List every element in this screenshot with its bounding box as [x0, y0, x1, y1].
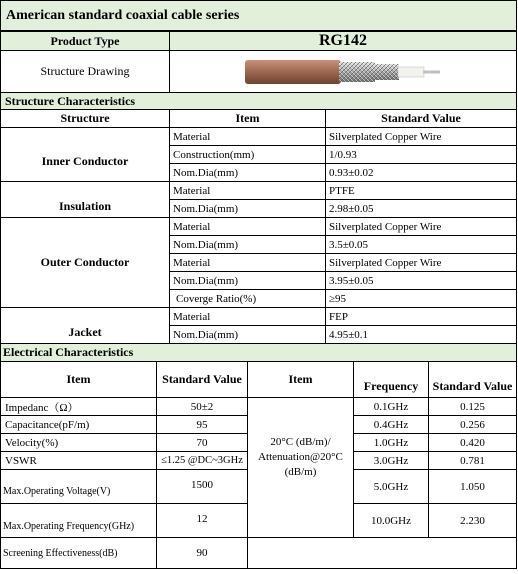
frequency-cell: 5.0GHz [353, 469, 429, 504]
outer-diameter-item: Nom.Dia(mm) [169, 235, 326, 254]
outer-conductor-label: Outer Conductor [0, 217, 170, 308]
jacket-diameter-item: Nom.Dia(mm) [169, 325, 326, 344]
screening-item: Screening Effectiveness(dB) [0, 537, 157, 569]
outer-material-2-value: Silverplated Copper Wire [325, 253, 517, 272]
attenuation-label-line3: (dB/m) [284, 466, 317, 478]
insulation-label: Insulation [0, 181, 170, 218]
max-voltage-item: Max.Operating Voltage(V) [0, 469, 157, 504]
attenuation-cell: 1.050 [428, 469, 517, 504]
inner-material-value: Silverplated Copper Wire [325, 127, 517, 146]
coverage-ratio-item: Coverge Ratio(%) [169, 289, 326, 308]
velocity-item: Velocity(%) [0, 433, 157, 452]
structure-drawing-label: Structure Drawing [0, 50, 170, 93]
max-voltage-value: 1500 [156, 469, 248, 504]
outer-material-value: Silverplated Copper Wire [325, 217, 517, 236]
page-title: American standard coaxial cable series [0, 0, 517, 31]
inner-diameter-item: Nom.Dia(mm) [169, 163, 326, 182]
vswr-item: VSWR [0, 451, 157, 470]
structure-column-header: Structure [0, 109, 170, 128]
attenuation-cell: 2.230 [428, 503, 517, 538]
empty-cell [247, 537, 517, 569]
impedance-value: 50±2 [156, 397, 248, 416]
capacitance-value: 95 [156, 415, 248, 434]
screening-value: 90 [156, 537, 248, 569]
attenuation-label-line2: Attenuation@20°C [258, 451, 343, 463]
attenuation-value-header: Standard Value [428, 361, 517, 398]
frequency-cell: 10.0GHz [353, 503, 429, 538]
electrical-section-title: Electrical Characteristics [0, 343, 517, 362]
cable-illustration-icon [243, 55, 443, 89]
frequency-cell: 1.0GHz [353, 433, 429, 452]
insulation-diameter-item: Nom.Dia(mm) [169, 199, 326, 218]
frequency-cell: 0.4GHz [353, 415, 429, 434]
attenuation-label [247, 397, 354, 538]
product-type-value: RG142 [169, 31, 517, 51]
jacket-label: Jacket [0, 307, 170, 344]
vswr-value: ≤1.25 @DC~3GHz [156, 451, 248, 470]
structure-drawing [169, 50, 517, 93]
inner-construction-value: 1/0.93 [325, 145, 517, 164]
electrical-item-header: Item [0, 361, 157, 398]
attenuation-cell: 0.256 [428, 415, 517, 434]
impedance-item: Impedanc（Ω） [0, 397, 157, 416]
insulation-material-value: PTFE [325, 181, 517, 200]
max-frequency-item: Max.Operating Frequency(GHz) [0, 503, 157, 538]
coverage-ratio-value: ≥95 [325, 289, 517, 308]
jacket-material-item: Material [169, 307, 326, 326]
max-frequency-value: 12 [156, 503, 248, 538]
electrical-standard-header: Standard Value [156, 361, 248, 398]
inner-material-item: Material [169, 127, 326, 146]
outer-diameter-value: 3.5±0.05 [325, 235, 517, 254]
product-type-label: Product Type [0, 31, 170, 51]
outer-material-2-item: Material [169, 253, 326, 272]
attenuation-item-header: Item [247, 361, 354, 398]
item-column-header: Item [169, 109, 326, 128]
attenuation-cell: 0.125 [428, 397, 517, 416]
standard-value-column-header: Standard Value [325, 109, 517, 128]
jacket-diameter-value: 4.95±0.1 [325, 325, 517, 344]
jacket-material-value: FEP [325, 307, 517, 326]
attenuation-label-line1: 20°C (dB/m)/ [270, 436, 331, 448]
outer-material-item: Material [169, 217, 326, 236]
velocity-value: 70 [156, 433, 248, 452]
outer-diameter-2-value: 3.95±0.05 [325, 271, 517, 290]
inner-construction-item: Construction(mm) [169, 145, 326, 164]
inner-conductor-label: Inner Conductor [0, 127, 170, 182]
frequency-cell: 3.0GHz [353, 451, 429, 470]
structure-section-title: Structure Characteristics [0, 92, 517, 110]
insulation-diameter-value: 2.98±0.05 [325, 199, 517, 218]
frequency-header: Frequency [353, 361, 429, 398]
attenuation-cell: 0.420 [428, 433, 517, 452]
attenuation-cell: 0.781 [428, 451, 517, 470]
capacitance-item: Capacitance(pF/m) [0, 415, 157, 434]
outer-diameter-2-item: Nom.Dia(mm) [169, 271, 326, 290]
frequency-cell: 0.1GHz [353, 397, 429, 416]
insulation-material-item: Material [169, 181, 326, 200]
inner-diameter-value: 0.93±0.02 [325, 163, 517, 182]
